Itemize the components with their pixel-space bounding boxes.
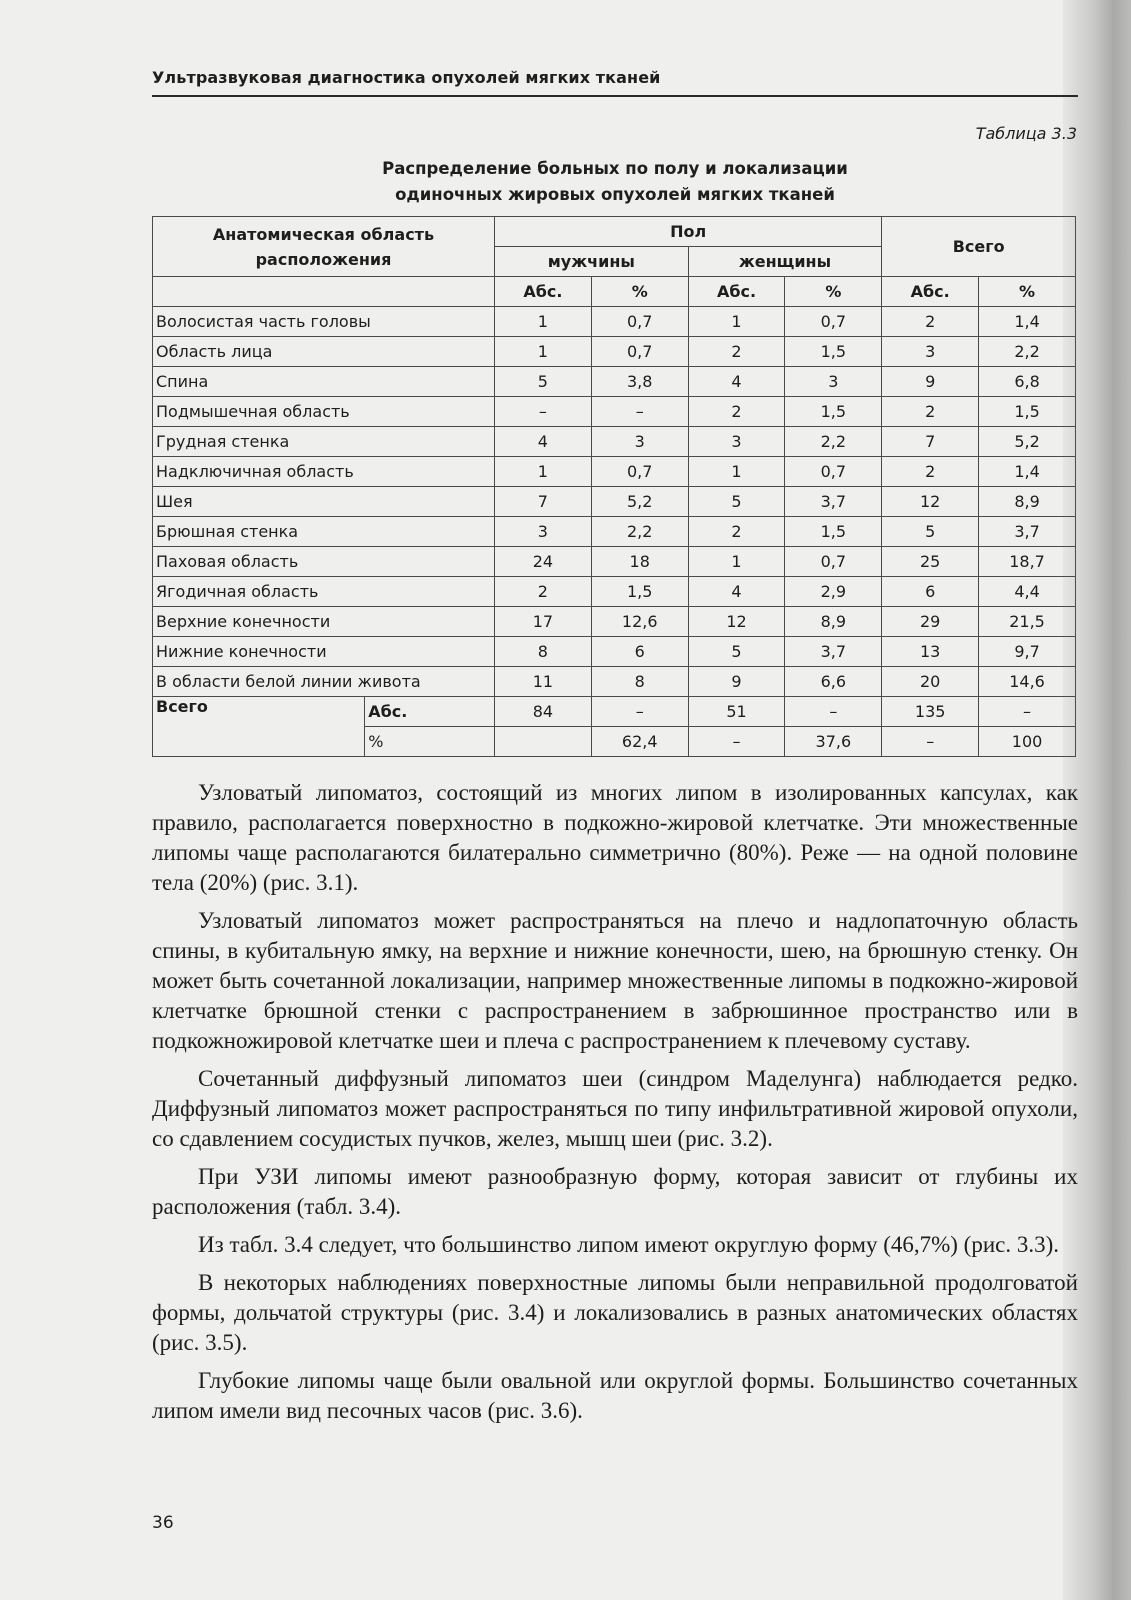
cell-region: Брюшная стенка bbox=[153, 517, 495, 547]
header-region-spacer bbox=[153, 277, 495, 307]
header-women-abs: Абс. bbox=[688, 277, 785, 307]
cell-m-pct: 6 bbox=[591, 637, 688, 667]
cell-t-abs: 6 bbox=[882, 577, 979, 607]
cell-t-abs: 29 bbox=[882, 607, 979, 637]
cell-total-label: Всего bbox=[153, 697, 365, 757]
paragraph: Сочетанный диффузный липоматоз шеи (синдром Маделунга) наблюдается редко. Диффузный липоматоз может распространяться по типу инфильтративной жировой опухоли, со сдавлением сосудистых пучков, желез, мышц шеи (рис. 3.2). bbox=[152, 1066, 1078, 1151]
cell-w-pct: 1,5 bbox=[785, 337, 882, 367]
cell-m-abs: 1 bbox=[494, 337, 591, 367]
cell-w-pct: 6,6 bbox=[785, 667, 882, 697]
cell-w-pct: 0,7 bbox=[785, 457, 882, 487]
cell-w-pct: 1,5 bbox=[785, 397, 882, 427]
table-header-row-3 bbox=[153, 277, 1076, 307]
cell-w-pct: 0,7 bbox=[785, 547, 882, 577]
cell-total-abs-t-abs: 135 bbox=[882, 697, 979, 727]
cell-m-pct: 0,7 bbox=[591, 457, 688, 487]
cell-t-pct: 18,7 bbox=[979, 547, 1076, 577]
cell-total-abs-t-pct: – bbox=[979, 697, 1076, 727]
cell-t-pct: 1,4 bbox=[979, 307, 1076, 337]
cell-t-abs: 12 bbox=[882, 487, 979, 517]
cell-m-pct: – bbox=[591, 397, 688, 427]
cell-w-pct: 3 bbox=[785, 367, 882, 397]
running-header: Ультразвуковая диагностика опухолей мягких тканей bbox=[152, 68, 1078, 97]
cell-region: Ягодичная область bbox=[153, 577, 495, 607]
cell-total-abs-label: Абс. bbox=[365, 697, 495, 727]
cell-t-pct: 1,4 bbox=[979, 457, 1076, 487]
table-row bbox=[153, 547, 1076, 577]
cell-region: Область лица bbox=[153, 337, 495, 367]
cell-w-pct: 8,9 bbox=[785, 607, 882, 637]
cell-region: Верхние конечности bbox=[153, 607, 495, 637]
cell-m-pct: 3,8 bbox=[591, 367, 688, 397]
cell-region: Подмышечная область bbox=[153, 397, 495, 427]
cell-total-abs-m-abs: 84 bbox=[494, 697, 591, 727]
cell-w-abs: 12 bbox=[688, 607, 785, 637]
cell-total-pct-t-abs: – bbox=[882, 727, 979, 757]
table-title bbox=[152, 156, 1078, 208]
table-row bbox=[153, 307, 1076, 337]
cell-region: Шея bbox=[153, 487, 495, 517]
paragraph: Узловатый липоматоз может распространяться на плечо и надлопаточную область спины, в кубитальную ямку, на верхние и нижние конечности, шею, на брюшную стенку. Он может быть сочетанной локализации, например множественные липомы в подкожно-жировой клетчатке брюшной стенки с распространением в забрюшинное пространство или в подкожножировой клетчатке шеи и плеча с распространением к плечевому суставу. bbox=[152, 908, 1078, 1053]
header-women-pct: % bbox=[785, 277, 882, 307]
cell-t-abs: 2 bbox=[882, 457, 979, 487]
table-title-line-1: Распределение больных по полу и локализации bbox=[382, 159, 848, 178]
header-women: женщины bbox=[688, 247, 882, 277]
table-row bbox=[153, 637, 1076, 667]
cell-t-abs: 2 bbox=[882, 397, 979, 427]
cell-w-abs: 2 bbox=[688, 397, 785, 427]
table-row bbox=[153, 667, 1076, 697]
cell-t-abs: 13 bbox=[882, 637, 979, 667]
cell-t-abs: 9 bbox=[882, 367, 979, 397]
cell-m-pct: 0,7 bbox=[591, 337, 688, 367]
cell-t-pct: 2,2 bbox=[979, 337, 1076, 367]
cell-m-abs: 2 bbox=[494, 577, 591, 607]
cell-t-pct: 5,2 bbox=[979, 427, 1076, 457]
table-row bbox=[153, 487, 1076, 517]
cell-t-abs: 20 bbox=[882, 667, 979, 697]
cell-m-pct: 0,7 bbox=[591, 307, 688, 337]
paragraph: Узловатый липоматоз, состоящий из многих липом в изолированных капсулах, как правило, располагается поверхностно в подкожно-жировой клетчатке. Эти множественные липомы чаще располагаются билатерально симметрично (80%). Реже — на одной половине тела (20%) (рис. 3.1). bbox=[152, 780, 1078, 895]
header-total-abs: Абс. bbox=[882, 277, 979, 307]
cell-total-pct-t-pct: 100 bbox=[979, 727, 1076, 757]
paragraph: Глубокие липомы чаще были овальной или округлой формы. Большинство сочетанных липом имели вид песочных часов (рис. 3.6). bbox=[152, 1368, 1078, 1423]
table-row bbox=[153, 397, 1076, 427]
cell-m-abs: 24 bbox=[494, 547, 591, 577]
cell-m-abs: 1 bbox=[494, 457, 591, 487]
cell-m-abs: 7 bbox=[494, 487, 591, 517]
header-total-pct: % bbox=[979, 277, 1076, 307]
cell-region: Надключичная область bbox=[153, 457, 495, 487]
cell-w-abs: 5 bbox=[688, 487, 785, 517]
cell-m-pct: 5,2 bbox=[591, 487, 688, 517]
cell-region: Спина bbox=[153, 367, 495, 397]
cell-w-pct: 3,7 bbox=[785, 637, 882, 667]
table-row bbox=[153, 517, 1076, 547]
cell-m-abs: 11 bbox=[494, 667, 591, 697]
cell-t-pct: 4,4 bbox=[979, 577, 1076, 607]
cell-m-pct: 3 bbox=[591, 427, 688, 457]
cell-m-abs: 3 bbox=[494, 517, 591, 547]
cell-w-pct: 0,7 bbox=[785, 307, 882, 337]
table-row bbox=[153, 427, 1076, 457]
table-row bbox=[153, 577, 1076, 607]
table-row bbox=[153, 457, 1076, 487]
table-row bbox=[153, 367, 1076, 397]
table-total-abs-row bbox=[153, 697, 1076, 727]
cell-w-pct: 3,7 bbox=[785, 487, 882, 517]
paragraph: Из табл. 3.4 следует, что большинство липом имеют округлую форму (46,7%) (рис. 3.3). bbox=[198, 1232, 1060, 1257]
cell-t-abs: 25 bbox=[882, 547, 979, 577]
cell-m-pct: 18 bbox=[591, 547, 688, 577]
cell-m-pct: 2,2 bbox=[591, 517, 688, 547]
cell-w-abs: 9 bbox=[688, 667, 785, 697]
cell-w-abs: 5 bbox=[688, 637, 785, 667]
header-sex: Пол bbox=[494, 217, 881, 247]
page-number: 36 bbox=[152, 1513, 174, 1533]
paragraph: В некоторых наблюдениях поверхностные липомы были неправильной продолговатой формы, дольчатой структуры (рис. 3.4) и локализовались в разных анатомических областях (рис. 3.5). bbox=[152, 1270, 1078, 1355]
cell-t-pct: 9,7 bbox=[979, 637, 1076, 667]
cell-w-abs: 1 bbox=[688, 307, 785, 337]
body-text bbox=[152, 778, 1078, 1434]
header-region: Анатомическая область расположения bbox=[153, 217, 495, 277]
header-men: мужчины bbox=[494, 247, 688, 277]
cell-w-abs: 1 bbox=[688, 457, 785, 487]
cell-t-pct: 14,6 bbox=[979, 667, 1076, 697]
cell-w-abs: 2 bbox=[688, 337, 785, 367]
cell-m-pct: 8 bbox=[591, 667, 688, 697]
header-men-abs: Абс. bbox=[494, 277, 591, 307]
cell-w-abs: 3 bbox=[688, 427, 785, 457]
cell-m-abs: 1 bbox=[494, 307, 591, 337]
cell-region: В области белой линии живота bbox=[153, 667, 495, 697]
cell-total-abs-w-abs: 51 bbox=[688, 697, 785, 727]
cell-w-abs: 1 bbox=[688, 547, 785, 577]
cell-w-pct: 2,9 bbox=[785, 577, 882, 607]
cell-t-pct: 3,7 bbox=[979, 517, 1076, 547]
cell-total-pct-w-pct: 37,6 bbox=[785, 727, 882, 757]
cell-w-abs: 4 bbox=[688, 577, 785, 607]
paragraph: При УЗИ липомы имеют разнообразную форму, которая зависит от глубины их расположения (табл. 3.4). bbox=[152, 1164, 1078, 1219]
cell-t-pct: 8,9 bbox=[979, 487, 1076, 517]
cell-t-abs: 7 bbox=[882, 427, 979, 457]
cell-w-pct: 1,5 bbox=[785, 517, 882, 547]
cell-total-pct-w-abs: – bbox=[688, 727, 785, 757]
cell-total-abs-m-pct: – bbox=[591, 697, 688, 727]
cell-w-abs: 4 bbox=[688, 367, 785, 397]
cell-w-pct: 2,2 bbox=[785, 427, 882, 457]
table-number: Таблица 3.3 bbox=[975, 124, 1077, 143]
cell-m-abs: 4 bbox=[494, 427, 591, 457]
cell-region: Волосистая часть головы bbox=[153, 307, 495, 337]
table-header-row-1 bbox=[153, 217, 1076, 247]
cell-total-pct-m-pct: 62,4 bbox=[591, 727, 688, 757]
cell-region: Паховая область bbox=[153, 547, 495, 577]
cell-m-abs: – bbox=[494, 397, 591, 427]
table-title-line-2: одиночных жировых опухолей мягких тканей bbox=[395, 185, 835, 204]
cell-m-abs: 17 bbox=[494, 607, 591, 637]
cell-total-pct-m-abs bbox=[494, 727, 591, 757]
cell-t-pct: 21,5 bbox=[979, 607, 1076, 637]
cell-t-abs: 2 bbox=[882, 307, 979, 337]
cell-m-pct: 12,6 bbox=[591, 607, 688, 637]
header-total: Всего bbox=[882, 217, 1076, 277]
cell-m-pct: 1,5 bbox=[591, 577, 688, 607]
table-row bbox=[153, 607, 1076, 637]
cell-region: Нижние конечности bbox=[153, 637, 495, 667]
cell-w-abs: 2 bbox=[688, 517, 785, 547]
cell-region: Грудная стенка bbox=[153, 427, 495, 457]
cell-m-abs: 8 bbox=[494, 637, 591, 667]
header-men-pct: % bbox=[591, 277, 688, 307]
cell-total-abs-w-pct: – bbox=[785, 697, 882, 727]
cell-t-pct: 1,5 bbox=[979, 397, 1076, 427]
table-row bbox=[153, 337, 1076, 367]
cell-total-pct-label: % bbox=[365, 727, 495, 757]
distribution-table bbox=[152, 216, 1076, 757]
cell-m-abs: 5 bbox=[494, 367, 591, 397]
cell-t-abs: 3 bbox=[882, 337, 979, 367]
cell-t-abs: 5 bbox=[882, 517, 979, 547]
cell-t-pct: 6,8 bbox=[979, 367, 1076, 397]
